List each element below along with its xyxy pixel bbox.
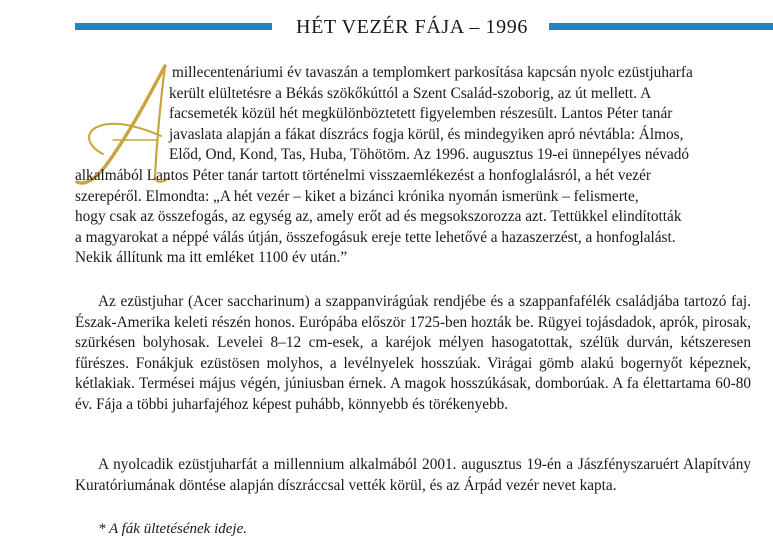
text-line: a magyarokat a néppé válás útján, összefogásuk ereje tette lehetővé a hazaszerzést, a honfoglalást. (75, 228, 676, 246)
text-line: millecentenáriumi év tavaszán a templomkert parkosítása kapcsán nyolc ezüstjuharfa (172, 64, 693, 81)
text-line: került elültetésre a Békás szökőkúttól a Szent Család-szoborig, az út mellett. A (169, 84, 652, 102)
text-line: Nekik állítunk ma itt emléket 1100 év után.” (75, 249, 348, 267)
header-rule-right (549, 23, 773, 30)
text-line: alkalmából Lantos Péter tanár tartott történelmi visszaemlékezést a honfoglalásról, a hét vezér (75, 166, 651, 184)
footnote: * A fák ültetésének ideje. (98, 521, 247, 537)
paragraph-eighth-tree: A nyolcadik ezüstjuharfát a millennium alkalmából 2001. augusztus 19-én a Jászfényszaruért Alapítvány Kuratóriumának döntése alapján díszráccsal vették körül, és az Árpád vezér nevet kapta. (75, 456, 751, 494)
text-line: facsemeték közül hét megkülönböztetett figyelemben részesült. Lantos Péter tanár (169, 105, 673, 123)
text-line: hogy csak az összefogás, az egység az, amely erőt ad és megsokszorozza azt. Tettükkel elindították (75, 208, 682, 226)
text-line: Előd, Ond, Kond, Tas, Huba, Töhötöm. Az 1996. augusztus 19-ei ünnepélyes névadó (169, 146, 690, 164)
paragraph-intro (75, 63, 751, 269)
text-line: szerepéről. Elmondta: „A hét vezér – kiket a bizánci krónika nyomán ismerünk – felismerte, (75, 187, 639, 205)
section-header (75, 12, 773, 42)
text-line: javaslata alapján a fákat díszrács fogja körül, és mindegyiken apró névtábla: Álmos, (169, 125, 684, 143)
paragraph-species: Az ezüstjuhar (Acer saccharinum) a szappanvirágúak rendjébe és a szappanfafélék családjába tartozó faj. Észak-Amerika keleti részén honos. Európába először 1725-ben hozták be. Rügyei tojásdadok, aprók, pirosak, szürkésen bolyhosak. Levelei 8–12 cm-esek, a karéjok mélyen hasogatottak, szélük durván, kétszeresen fűrészes. Fonákjuk ezüstösen molyhos, a levélnyelek hosszúak. Virágai gömb alakú bogernyőt képeznek, kétlakiak. Termései május végén, júniusban érnek. A magok hosszúkásak, domborúak. A fa élettartama 60-80 év. Fája a többi juharfajéhoz képest puhább, könnyebb és törékenyebb. (75, 293, 751, 413)
header-rule-left (75, 23, 272, 30)
page-title: HÉT VEZÉR FÁJA – 1996 (296, 16, 528, 38)
